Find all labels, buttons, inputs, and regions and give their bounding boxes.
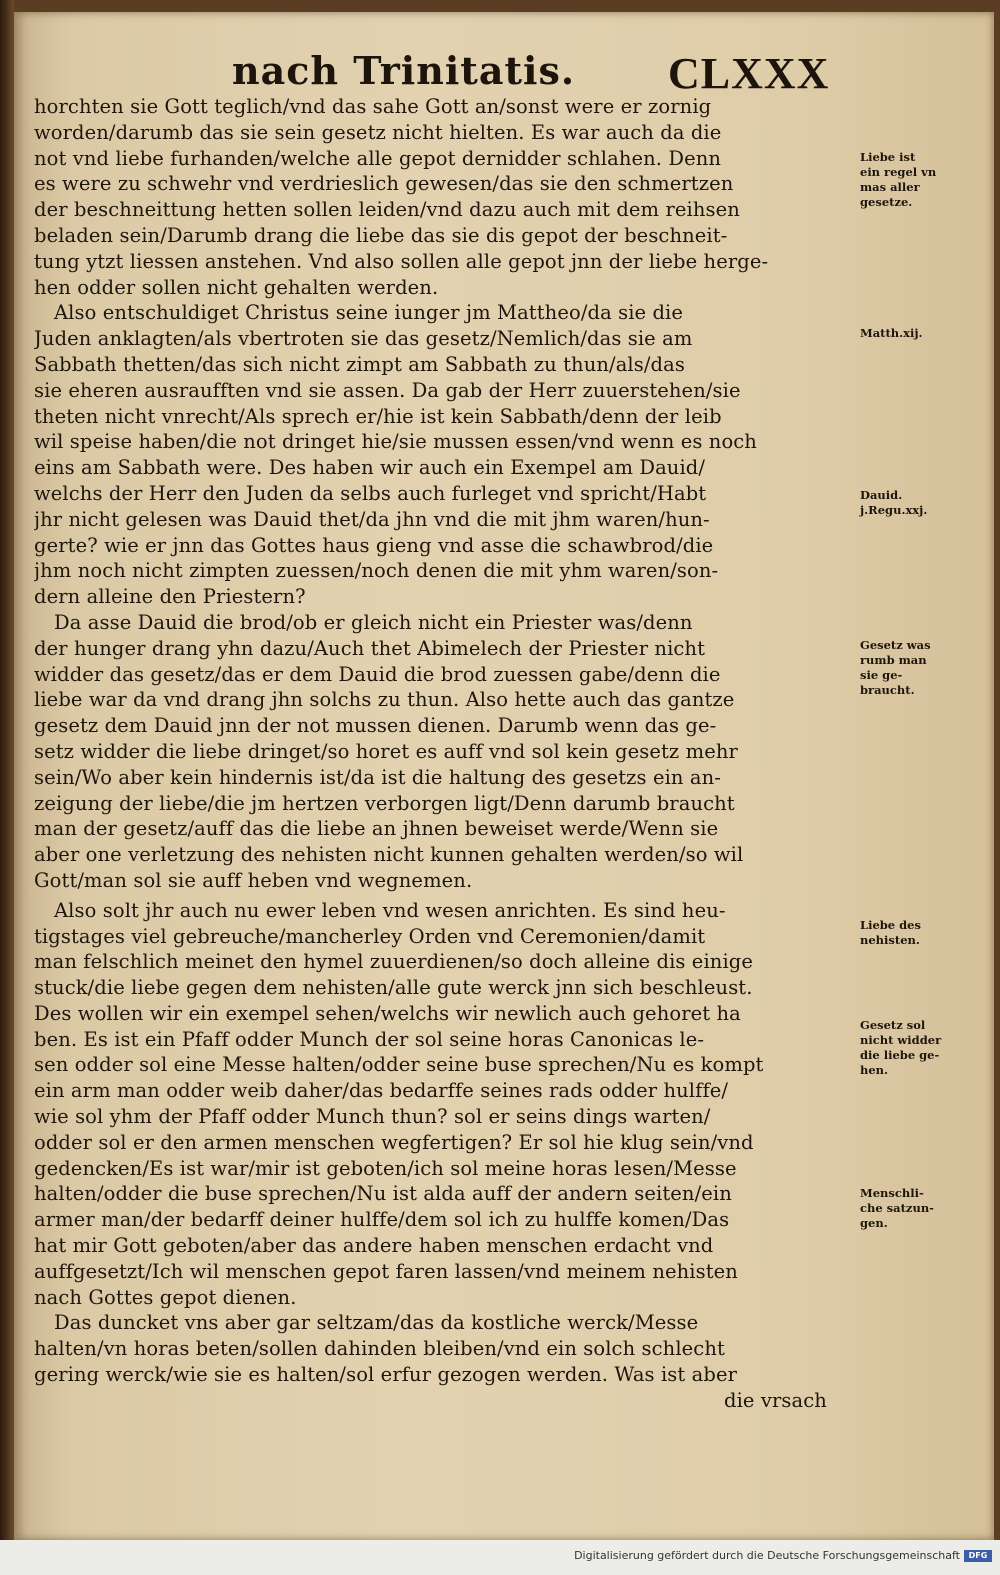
text-line: hen odder sollen nicht gehalten werden. (34, 275, 439, 299)
text-line: welchs der Herr den Juden da selbs auch furleget vnd spricht/Habt (34, 481, 707, 505)
margin-note: Matth.xij. (860, 326, 923, 340)
margin-note: Gesetz was rumb man sie ge- braucht. (860, 638, 931, 697)
dfg-logo-icon: DFG (964, 1550, 992, 1562)
margin-note: Menschli- che satzun- gen. (860, 1186, 934, 1230)
margin-note: Liebe ist ein regel vn mas aller gesetze. (860, 150, 937, 209)
text-line: eins am Sabbath were. Des haben wir auch ein Exempel am Dauid/ (34, 456, 706, 480)
text-line: wie sol yhm der Pfaff odder Munch thun? sol er seins dings warten/ (34, 1105, 711, 1129)
text-line: jhm noch nicht zimpten zuessen/noch denen die mit yhm waren/son- (34, 559, 719, 583)
text-line: horchten sie Gott teglich/vnd das sahe Gott an/sonst were er zornig (34, 95, 712, 118)
main-text-block (34, 94, 852, 1414)
text-line: ben. Es ist ein Pfaff odder Munch der sol seine horas Canonicas le- (34, 1027, 705, 1051)
text-line: gedencken/Es ist war/mir ist geboten/ich sol meine horas lesen/Messe (34, 1156, 737, 1180)
text-line: es were zu schwehr vnd verdrieslich gewesen/das sie den schmertzen (34, 172, 734, 196)
text-line: sen odder sol eine Messe halten/odder seine buse sprechen/Nu es kompt (34, 1053, 764, 1077)
digitization-credit: Digitalisierung gefördert durch die Deutsche Forschungsgemeinschaft (574, 1549, 960, 1562)
text-line: widder das gesetz/das er dem Dauid die brod zuessen gabe/denn die (34, 662, 721, 686)
text-line: nach Gottes gepot dienen. (34, 1285, 297, 1309)
text-line: Sabbath thetten/das sich nicht zimpt am Sabbath zu thun/als/das (34, 352, 685, 376)
text-line: zeigung der liebe/die jm hertzen verborgen ligt/Denn darumb braucht (34, 791, 735, 815)
text-line: auffgesetzt/Ich wil menschen gepot faren lassen/vnd meinem nehisten (34, 1259, 738, 1283)
text-line: sein/Wo aber kein hindernis ist/da ist die haltung des gesetzs ein an- (34, 765, 721, 789)
folio-number: CLXXX (668, 49, 830, 98)
text-line: halten/odder die buse sprechen/Nu ist alda auff der andern seiten/ein (34, 1182, 732, 1206)
text-line: Juden anklagten/als vbertroten sie das gesetz/Nemlich/das sie am (34, 327, 693, 351)
text-line: worden/darumb das sie sein gesetz nicht hielten. Es war auch da die (34, 120, 722, 144)
book-gutter (0, 0, 14, 1575)
text-line: man der gesetz/auff das die liebe an jhnen beweiset werde/Wenn sie (34, 817, 719, 841)
catchword: die vrsach (724, 1388, 827, 1412)
text-line: der beschneittung hetten sollen leiden/vnd dazu auch mit dem reihsen (34, 198, 740, 222)
text-line: stuck/die liebe gegen dem nehisten/alle gute werck jnn sich beschleust. (34, 976, 753, 1000)
text-line: odder sol er den armen menschen wegfertigen? Er sol hie klug sein/vnd (34, 1130, 754, 1154)
text-line: liebe war da vnd drang jhn solchs zu thun. Also hette auch das gantze (34, 688, 735, 712)
text-line: sie eheren ausraufften vnd sie assen. Da gab der Herr zuuerstehen/sie (34, 378, 741, 402)
text-line: man felschlich meinet den hymel zuuerdienen/so doch alleine dis einige (34, 950, 754, 974)
margin-note: Gesetz sol nicht widder die liebe ge- hen. (860, 1018, 942, 1077)
text-line: not vnd liebe furhanden/welche alle gepot dernidder schlahen. Denn (34, 146, 722, 170)
text-line: beladen sein/Darumb drang die liebe das sie dis gepot der beschneit- (34, 223, 728, 247)
margin-note: Dauid. j.Regu.xxj. (860, 488, 928, 517)
text-line: gering werck/wie sie es halten/sol erfur gezogen werden. Was ist aber (34, 1363, 738, 1387)
text-line: Das duncket vns aber gar seltzam/das da kostliche werck/Messe (54, 1311, 699, 1335)
text-line: gerte? wie er jnn das Gottes haus gieng vnd asse die schawbrod/die (34, 533, 714, 557)
text-line: jhr nicht gelesen was Dauid thet/da jhn vnd die mit jhm waren/hun- (34, 507, 710, 531)
text-line: tung ytzt liessen anstehen. Vnd also sollen alle gepot jnn der liebe herge- (34, 249, 769, 273)
text-line: hat mir Gott geboten/aber das andere haben menschen erdacht vnd (34, 1234, 714, 1258)
text-line: Da asse Dauid die brod/ob er gleich nicht ein Priester was/denn (54, 610, 693, 634)
running-head: nach Trinitatis. (232, 48, 576, 93)
text-line: Des wollen wir ein exempel sehen/welchs wir newlich auch gehoret ha (34, 1001, 741, 1025)
text-line: Also entschuldiget Christus seine iunger jm Mattheo/da sie die (54, 301, 684, 325)
text-line: aber one verletzung des nehisten nicht kunnen gehalten werden/so wil (34, 843, 744, 867)
text-line: gesetz dem Dauid jnn der not mussen dienen. Darumb wenn das ge- (34, 714, 717, 738)
text-line: halten/vn horas beten/sollen dahinden bleiben/vnd ein solch schlecht (34, 1337, 725, 1361)
text-line: dern alleine den Priestern? (34, 585, 306, 609)
text-line: setz widder die liebe dringet/so horet es auff vnd sol kein gesetz mehr (34, 739, 738, 763)
text-line: ein arm man odder weib daher/das bedarffe seines rads odder hulffe/ (34, 1079, 729, 1103)
text-line: Also solt jhr auch nu ewer leben vnd wesen anrichten. Es sind heu- (54, 898, 726, 922)
text-line: theten nicht vnrecht/Als sprech er/hie ist kein Sabbath/denn der leib (34, 404, 722, 428)
text-line: armer man/der bedarff deiner hulffe/dem sol ich zu hulffe komen/Das (34, 1208, 730, 1232)
margin-note: Liebe des nehisten. (860, 918, 921, 947)
text-line: Gott/man sol sie auff heben vnd wegnemen. (34, 868, 473, 892)
text-line: tigstages viel gebreuche/mancherley Orden vnd Ceremonien/damit (34, 924, 706, 948)
text-line: der hunger drang yhn dazu/Auch thet Abimelech der Priester nicht (34, 636, 706, 660)
text-line: wil speise haben/die not dringet hie/sie mussen essen/vnd wenn es noch (34, 430, 757, 454)
